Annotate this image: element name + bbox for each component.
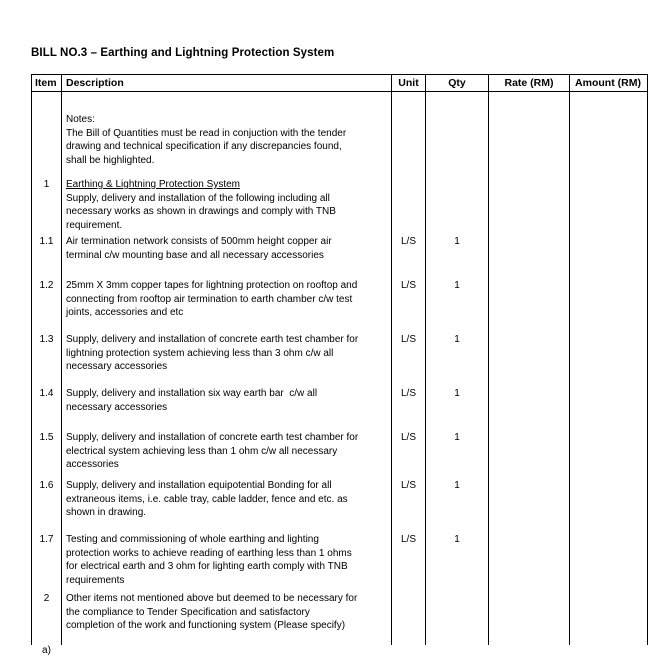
column-item	[32, 92, 62, 656]
row-description-line: Notes:	[66, 114, 95, 125]
row-description-line: electrical system achieving less than 1 ohm c/w all necessary	[66, 445, 338, 457]
row-qty-value: 1	[454, 280, 460, 291]
row-item-number: 1.5	[39, 432, 54, 443]
row-description-line: drawing and technical specification if any discrepancies found,	[66, 141, 342, 153]
row-qty-value: 1	[454, 534, 460, 545]
row-description-line: completion of the work and functioning system (Please specify)	[66, 620, 346, 632]
row-description-line: for electrical earth and 3 ohm for lighting earth comply with TNB	[66, 561, 348, 573]
row-description-line: Supply, delivery and installation of the following including all	[66, 192, 330, 204]
row-description-line: requirements	[66, 574, 125, 586]
row-description	[66, 279, 388, 320]
row-description-line: connecting from rooftop air termination to earth chamber c/w test	[66, 293, 353, 305]
row-description	[66, 479, 388, 520]
row-description-line: Supply, delivery and installation of concrete earth test chamber for	[66, 432, 359, 443]
row-description-line: requirement.	[66, 219, 123, 231]
row-description-line: accessories	[66, 459, 119, 471]
row-description	[66, 431, 388, 472]
row-description-line: necessary accessories	[66, 401, 168, 413]
row-qty-value: 1	[454, 236, 460, 247]
row-description	[66, 113, 388, 167]
column-description	[62, 92, 392, 645]
row-item-number: 2	[43, 593, 50, 604]
row-description-line: Supply, delivery and installation equipotential Bonding for all	[66, 480, 332, 491]
row-description-line: 25mm X 3mm copper tapes for lightning protection on rooftop and	[66, 280, 358, 291]
row-unit-value: L/S	[400, 280, 416, 291]
row-description-line: The Bill of Quantities must be read in conjuction with the tender	[66, 127, 347, 139]
row-item-number: 1.6	[39, 480, 54, 491]
row-description-line: Supply, delivery and installation of concrete earth test chamber for	[66, 334, 359, 345]
row-description-line: shown in drawing.	[66, 507, 147, 519]
row-description-line: extraneous items, i.e. cable tray, cable ladder, fence and etc. as	[66, 493, 348, 505]
row-description-line: Air termination network consists of 500mm height copper air	[66, 236, 332, 247]
column-header-rate: Rate (RM)	[489, 75, 570, 91]
row-description-line: Testing and commissioning of whole earthing and lighting	[66, 534, 319, 545]
row-description-line: Supply, delivery and installation six way earth bar c/w all	[66, 388, 318, 399]
row-description-line: necessary works as shown in drawings and comply with TNB	[66, 206, 336, 218]
row-unit-value: L/S	[400, 236, 416, 247]
row-description-line: lightning protection system achieving less than 3 ohm c/w all	[66, 347, 334, 359]
row-description-line: Other items not mentioned above but deemed to be necessary for	[66, 593, 358, 604]
row-description-line: terminal c/w mounting base and all necessary accessories	[66, 249, 324, 261]
row-qty-value: 1	[454, 480, 460, 491]
row-description-line: the compliance to Tender Specification and satisfactory	[66, 606, 310, 618]
column-header-amount: Amount (RM)	[575, 77, 641, 89]
column-rate	[489, 92, 570, 645]
column-qty	[426, 92, 489, 645]
column-header-item: Item	[32, 75, 62, 91]
row-qty-value: 1	[454, 388, 460, 399]
column-amount	[570, 92, 646, 645]
row-description	[66, 235, 388, 262]
row-item-number: a)	[42, 645, 51, 656]
row-item-number: 1.2	[39, 280, 54, 291]
column-header-description: Description	[62, 75, 392, 91]
row-qty-value: 1	[454, 334, 460, 345]
row-description-line: joints, accessories and etc	[66, 307, 184, 319]
row-item-number: 1.7	[39, 534, 54, 545]
row-item-number: 1.3	[39, 334, 54, 345]
column-unit	[392, 92, 426, 645]
table-body	[32, 92, 647, 656]
row-unit-value: L/S	[400, 480, 416, 491]
row-unit-value: L/S	[400, 432, 416, 443]
row-unit-value: L/S	[400, 388, 416, 399]
row-description-line: protection works to achieve reading of earthing less than 1 ohms	[66, 547, 352, 559]
row-unit-value: L/S	[400, 334, 416, 345]
row-description	[66, 592, 388, 633]
row-description-line: shall be highlighted.	[66, 154, 155, 166]
row-qty-value: 1	[454, 432, 460, 443]
table-header-row	[32, 75, 647, 92]
row-unit-value: L/S	[400, 534, 416, 545]
page-title: BILL NO.3 – Earthing and Lightning Protection System	[31, 47, 335, 59]
row-item-number: 1	[43, 179, 50, 190]
row-description	[66, 333, 388, 374]
row-description-heading: Earthing & Lightning Protection System	[66, 179, 240, 190]
row-description	[66, 533, 388, 587]
bill-of-quantities-table	[31, 74, 648, 656]
row-description	[66, 178, 388, 232]
row-description-line: necessary accessories	[66, 361, 168, 373]
column-header-unit: Unit	[392, 75, 426, 91]
row-description	[66, 387, 388, 414]
row-item-number: 1.4	[39, 388, 54, 399]
row-item-number: 1.1	[39, 236, 54, 247]
column-header-qty: Qty	[426, 75, 489, 91]
